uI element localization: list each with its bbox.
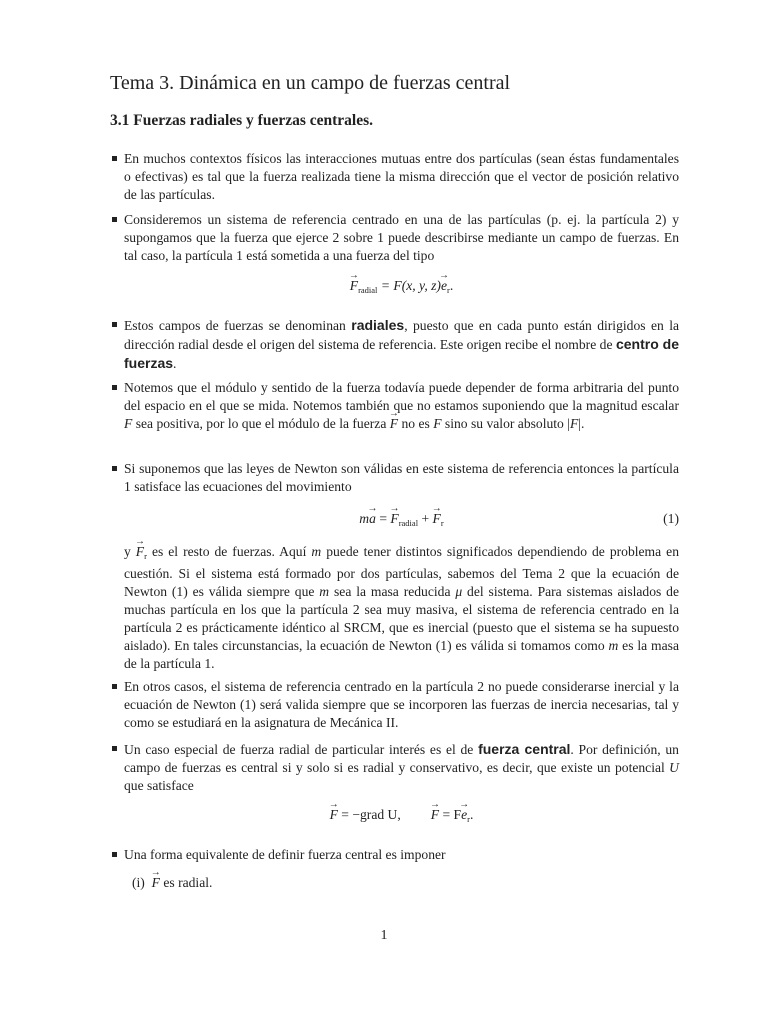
equation-number: (1) (663, 511, 679, 526)
bullet-marker (112, 217, 117, 222)
paragraph: Consideremos un sistema de referencia centrado en una de las partículas (p. ej. la partícula 2) y supongamos que la fuerza que ejerce 2 sobre 1 puede describirse mediante un campo de fuerzas. En tal caso, la partícula 1 está sometida a una fuerza del tipo (124, 212, 679, 263)
equation-radial-force: → $F_{radial} = F(x$, y, $z)\to e_r$. (124, 277, 679, 299)
page-number: 1 (380, 928, 388, 943)
bullet-marker (112, 322, 117, 327)
paragraph: $y \to F_r$ es el resto de fuerzas. Aquí m puede tener distintos significados dependiendo de problema en cuestión. Si el sistema está formado por dos partículas, sabemos del Tema 2 que la ecuación de Newton (1) es válida siempre que m sea la masa reducida μ del sistema. Para sistemas aislados de muchas partícula en los que la partícula 2 sea muy masiva, el sistema de referencia centrado en la partícula 2 es prácticamente idéntico al SRCM, que es inercial (puesto que el sistema se ha supuesto aislado). En tales circunstancias, la ecuación de Newton (1) es válida si tomamos como m es la masa de la partícula 1. (124, 543, 679, 673)
chapter-title: Tema 3. Dinámica en un campo de fuerzas central (110, 72, 511, 94)
subscript: r (447, 285, 450, 295)
math-expression: = F(x, y, z) (377, 278, 441, 293)
paragraph: Si suponemos que las leyes de Newton son válidas en este sistema de referencia entonces la partícula 1 satisface las ecuaciones del movimiento (124, 461, 679, 494)
bullet-marker (112, 746, 117, 751)
sub-item-label: (i) (132, 875, 145, 890)
equation-central-force: → F = −grad $U,\to F = F\to e_r$. (124, 806, 679, 828)
bullet-marker (112, 466, 117, 471)
bullet-marker (112, 156, 117, 161)
sub-item (132, 874, 672, 892)
bullet-marker (112, 684, 117, 689)
bullet-item (124, 211, 679, 265)
paragraph: En muchos contextos físicos las interacciones mutuas entre dos partículas (sean éstas fundamentales o efectivas) es tal que la fuerza realizada tiene la misma dirección que el vector de posición relativo de las partículas. (124, 151, 679, 202)
bullet-marker (112, 385, 117, 390)
bullet-item (124, 316, 679, 373)
paragraph: Un caso especial de fuerza radial de particular interés es el de fuerza central. Por definición, un campo de fuerzas es central si y solo si es radial y conservativo, es decir, que existe un potencial U que satisface (124, 741, 679, 793)
bullet-marker (112, 852, 117, 857)
bullet-item (124, 460, 679, 496)
math-symbol: F (349, 278, 359, 293)
bullet-item (124, 740, 679, 795)
paragraph: (i) → F es radial. (132, 874, 672, 892)
bullet-item (124, 150, 679, 204)
bullet-item (124, 678, 679, 732)
paragraph: Notemos que el módulo y sentido de la fuerza todavía puede depender de forma arbitraria del punto del espacio en el que se mida. Notemos también que no estamos suponiendo que la magnitud escalar F sea positiva, por lo que el módulo de la fuerza → F no es F sino su valor absoluto |F|. (124, 379, 679, 433)
paragraph: En otros casos, el sistema de referencia centrado en la partícula 2 no puede considerarse inercial y la ecuación de Newton (1) será valida siempre que se incorporen las fuerzas de inercia necesarias, tal y como se estudiará en la asignatura de Mecánica II. (124, 679, 679, 730)
paragraph: Estos campos de fuerzas se denominan radiales, puesto que en cada punto están dirigidos en la dirección radial desde el origen del sistema de referencia. Este origen recibe el nombre de centro de fuerzas. (124, 317, 680, 371)
bold-term: centro de fuerzas (124, 336, 680, 371)
section-heading: 3.1 Fuerzas radiales y fuerzas centrales. (110, 112, 374, 129)
bold-term: radiales (351, 317, 405, 333)
paragraph: Una forma equivalente de definir fuerza central es imponer (124, 847, 446, 862)
bullet-item (124, 846, 679, 864)
bullet-item (124, 379, 679, 433)
equation-newton: m→ a = → $F_{radial}$ + → $F_r$ (1) (124, 510, 679, 532)
subscript: radial (358, 285, 378, 295)
bold-term: fuerza central (478, 741, 571, 757)
continuation-paragraph (124, 543, 679, 673)
